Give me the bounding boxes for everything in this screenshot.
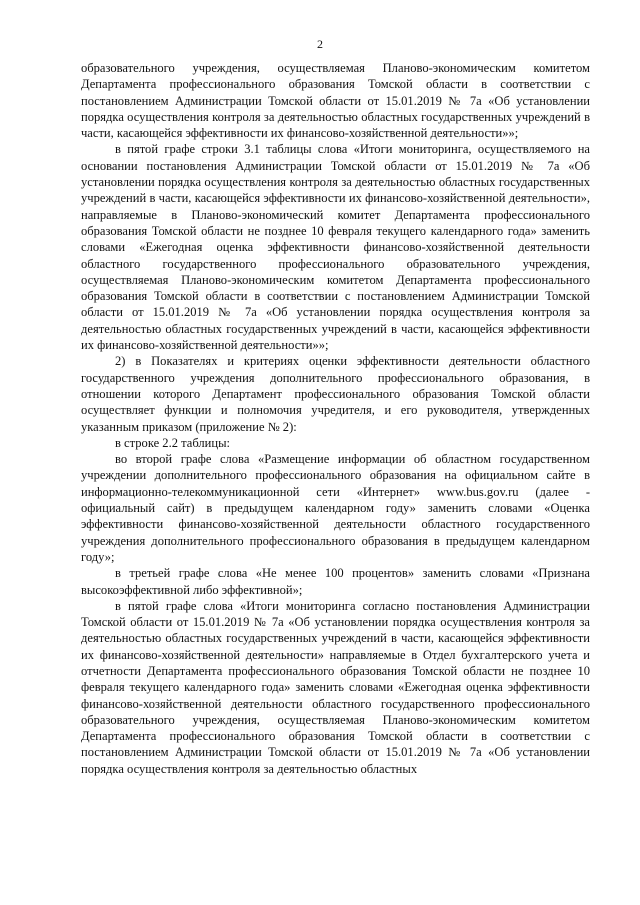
paragraph-continuation: образовательного учреждения, осуществляемая Планово-экономическим комитетом Департамента профессионального образования Томской области в соответствии с постановлением Администрации Томской области от 15.01.2019 № 7а «Об установлении порядка осуществления контроля за деятельностью областных государственных учреждений в части, касающейся эффективности их финансово-хозяйственной деятельности»»;: [81, 61, 590, 141]
paragraph-row-2-2: в строке 2.2 таблицы:: [115, 435, 231, 450]
page-number: 2: [317, 37, 323, 51]
paragraph-fifth-column-row-3-1: в пятой графе строки 3.1 таблицы слова «Итоги мониторинга, осуществляемого на основании постановления Администрации Томской области от 15.01.2019 № 7а «Об установлении порядка осуществления контроля за деятельностью областных государственных учреждений в части, касающейся эффективности их финансово-хозяйственной деятельности», направляемые в Планово-экономический комитет Департамента профессионального образования Томской области не позднее 10 февраля текущего календарного года» заменить словами «Ежегодная оценка эффективности финансово-хозяйственной деятельности областного государственного профессионального образовательного учреждения, осуществляемая Планово-экономическим комитетом Департамента профессионального образования Томской области в соответствии с постановлением Администрации Томской области от 15.01.2019 № 7а «Об установлении порядка осуществления контроля за деятельностью областных государственных учреждений в части, касающейся эффективности их финансово-хозяйственной деятельности»»;: [81, 142, 590, 353]
paragraph-item-2: 2) в Показателях и критериях оценки эффективности деятельности областного государственного учреждения дополнительного профессионального образования, в отношении которого Департамент профессионального образования Томской области осуществляет функции и полномочия учредителя, и его руководителя, утвержденных указанным приказом (приложение № 2):: [81, 354, 590, 434]
document-body: [81, 60, 590, 777]
paragraph-second-column: во второй графе слова «Размещение информации об областном государственном учреждении дополнительного профессионального образования на официальном сайте в информационно-телекоммуникационной сети «Интернет» www.bus.gov.ru (далее - официальный сайт) в предыдущем календарном году» заменить словами «Оценка эффективности финансово-хозяйственной деятельности областного государственного учреждения дополнительного профессионального образования в предыдущем календарном году»;: [81, 452, 590, 564]
paragraph-third-column: в третьей графе слова «Не менее 100 процентов» заменить словами «Признана высокоэффективной либо эффективной»;: [81, 566, 590, 597]
paragraph-fifth-column: в пятой графе слова «Итоги мониторинга согласно постановления Администрации Томской области от 15.01.2019 № 7а «Об установлении порядка осуществления контроля за деятельностью областных государственных учреждений в части, касающейся эффективности их финансово-хозяйственной деятельности» направляемые в Отдел бухгалтерского учета и отчетности Департамента профессионального образования Томской области не позднее 10 февраля текущего календарного года» заменить словами «Ежегодная оценка эффективности финансово-хозяйственной деятельности областного государственного профессионального образовательного учреждения, осуществляемая Планово-экономическим комитетом Департамента профессионального образования Томской области в соответствии с постановлением Администрации Томской области от 15.01.2019 № 7а «Об установлении порядка осуществления контроля за деятельностью областных: [81, 598, 590, 776]
